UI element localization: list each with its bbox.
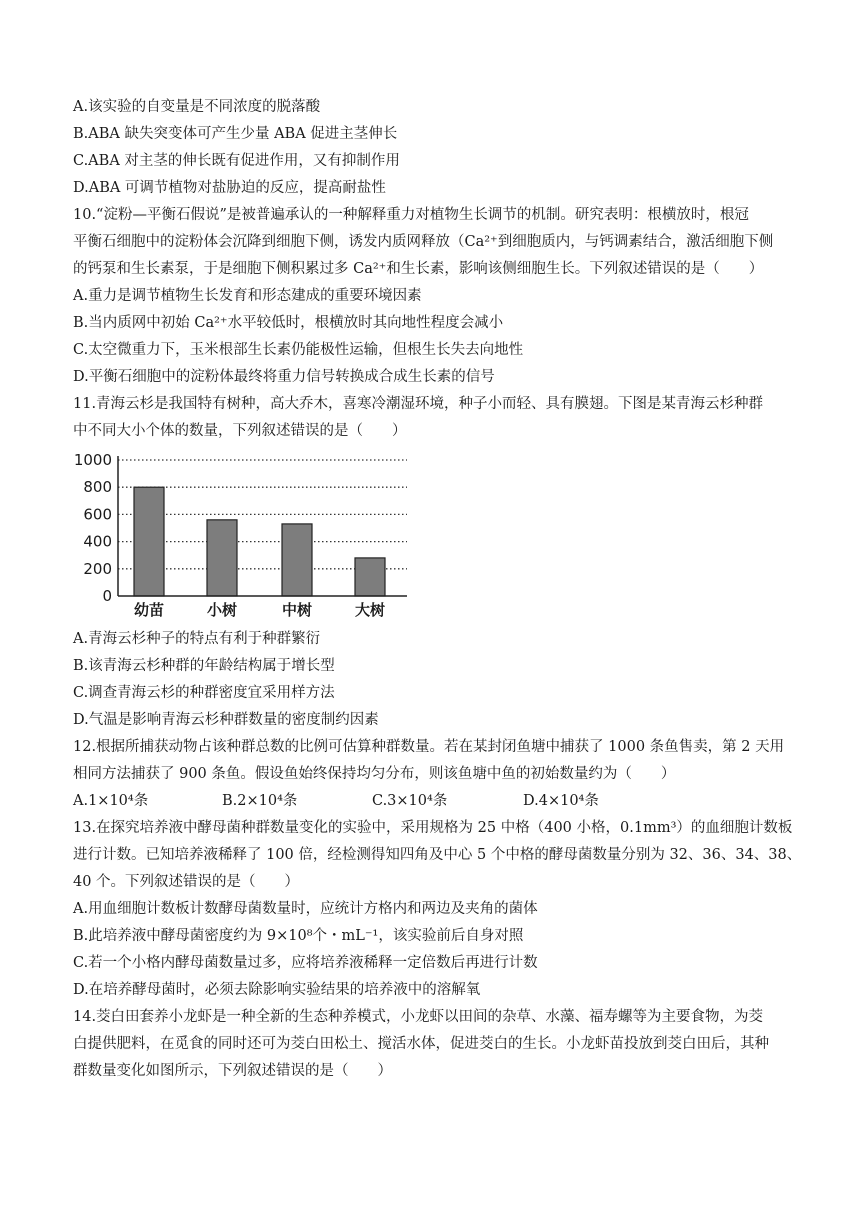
q10-option-a: A.重力是调节植物生长发育和形态建成的重要环境因素 [73, 288, 422, 304]
chart-categories [134, 601, 385, 619]
y-tick-label: 200 [83, 559, 112, 578]
q13-stem-line: 13.在探究培养液中酵母菌种群数量变化的实验中，采用规格为 25 中格（400 小格，0.1mm³）的血细胞计数板 [73, 820, 793, 836]
q11-option-c: C.调查青海云杉的种群密度宜采用样方法 [73, 685, 335, 701]
bar [207, 520, 237, 596]
q11-option-d: D.气温是影响青海云杉种群数量的密度制约因素 [73, 712, 379, 728]
x-category-label: 大树 [354, 601, 386, 619]
q10-option-d: D.平衡石细胞中的淀粉体最终将重力信号转换成合成生长素的信号 [73, 369, 495, 385]
y-tick-label: 800 [83, 478, 112, 497]
q10-stem-line: 10.“淀粉—平衡石假说”是被普遍承认的一种解释重力对植物生长调节的机制。研究表明：根横放时，根冠 [73, 207, 749, 223]
q10-option-b: B.当内质网中初始 Ca²⁺水平较低时，根横放时其向地性程度会减小 [73, 315, 504, 331]
x-category-label: 幼苗 [133, 601, 165, 619]
population-bar-chart [62, 450, 422, 620]
q9-option-d: D.ABA 可调节植物对盐胁迫的反应，提高耐盐性 [73, 180, 386, 196]
q14-stem-line: 白提供肥料，在觅食的同时还可为茭白田松土、搅活水体，促进茭白的生长。小龙虾苗投放到茭白田后，其种 [73, 1036, 769, 1052]
y-tick-label: 0 [102, 587, 112, 605]
bar [134, 487, 164, 596]
q11-stem-line: 中不同大小个体的数量，下列叙述错误的是（ ） [73, 423, 407, 439]
q13-option-a: A.用血细胞计数板计数酵母菌数量时，应统计方格内和两边及夹角的菌体 [73, 901, 538, 917]
q11-stem-line: 11.青海云杉是我国特有树种，高大乔木，喜寒冷潮湿环境，种子小而轻、具有膜翅。下图是某青海云杉种群 [73, 396, 764, 412]
q12-option-c: C.3×10⁴条 [372, 793, 448, 809]
q13-stem-line: 进行计数。已知培养液稀释了 100 倍，经检测得知四角及中心 5 个中格的酵母菌数量分别为 32、36、34、38、 [73, 847, 802, 863]
x-category-label: 中树 [281, 601, 313, 619]
q10-stem-line: 平衡石细胞中的淀粉体会沉降到细胞下侧，诱发内质网释放（Ca²⁺到细胞质内，与钙调素结合，激活细胞下侧 [73, 234, 774, 250]
q10-option-c: C.太空微重力下，玉米根部生长素仍能极性运输，但根生长失去向地性 [73, 342, 524, 358]
q12-stem-line: 12.根据所捕获动物占该种群总数的比例可估算种群数量。若在某封闭鱼塘中捕获了 1000 条鱼售卖，第 2 天用 [73, 739, 785, 755]
q12-stem-line: 相同方法捕获了 900 条鱼。假设鱼始终保持均匀分布，则该鱼塘中鱼的初始数量约为（ ） [73, 766, 676, 782]
q12-option-d: D.4×10⁴条 [523, 793, 599, 809]
bar [282, 524, 312, 596]
q12-option-a: A.1×10⁴条 [73, 793, 149, 809]
bar [355, 558, 385, 596]
q9-option-c: C.ABA 对主茎的伸长既有促进作用，又有抑制作用 [73, 153, 400, 169]
q9-option-a: A.该实验的自变量是不同浓度的脱落酸 [73, 99, 321, 115]
q11-option-b: B.该青海云杉种群的年龄结构属于增长型 [73, 658, 335, 674]
y-tick-label: 1000 [73, 451, 112, 469]
q14-stem-line: 群数量变化如图所示，下列叙述错误的是（ ） [73, 1063, 392, 1079]
chart-y-ticks [74, 451, 112, 605]
q9-option-b: B.ABA 缺失突变体可产生少量 ABA 促进主茎伸长 [73, 126, 398, 142]
q13-option-c: C.若一个小格内酵母菌数量过多，应将培养液稀释一定倍数后再进行计数 [73, 955, 538, 971]
q13-option-d: D.在培养酵母菌时，必须去除影响实验结果的培养液中的溶解氧 [73, 982, 481, 998]
q12-option-b: B.2×10⁴条 [222, 793, 298, 809]
y-tick-label: 400 [83, 532, 112, 551]
q10-stem-line: 的钙泵和生长素泵，于是细胞下侧积累过多 Ca²⁺和生长素，影响该侧细胞生长。下列叙述错误的是（ ） [73, 261, 764, 277]
y-tick-label: 600 [83, 505, 112, 524]
q13-stem-line: 40 个。下列叙述错误的是（ ） [73, 874, 300, 890]
q11-option-a: A.青海云杉种子的特点有利于种群繁衍 [73, 631, 321, 647]
x-category-label: 小树 [206, 601, 238, 619]
q13-option-b: B.此培养液中酵母菌密度约为 9×10⁸个・mL⁻¹，该实验前后自身对照 [73, 928, 524, 944]
q14-stem-line: 14.茭白田套养小龙虾是一种全新的生态种养模式，小龙虾以田间的杂草、水藻、福寿螺等为主要食物，为茭 [73, 1009, 764, 1025]
